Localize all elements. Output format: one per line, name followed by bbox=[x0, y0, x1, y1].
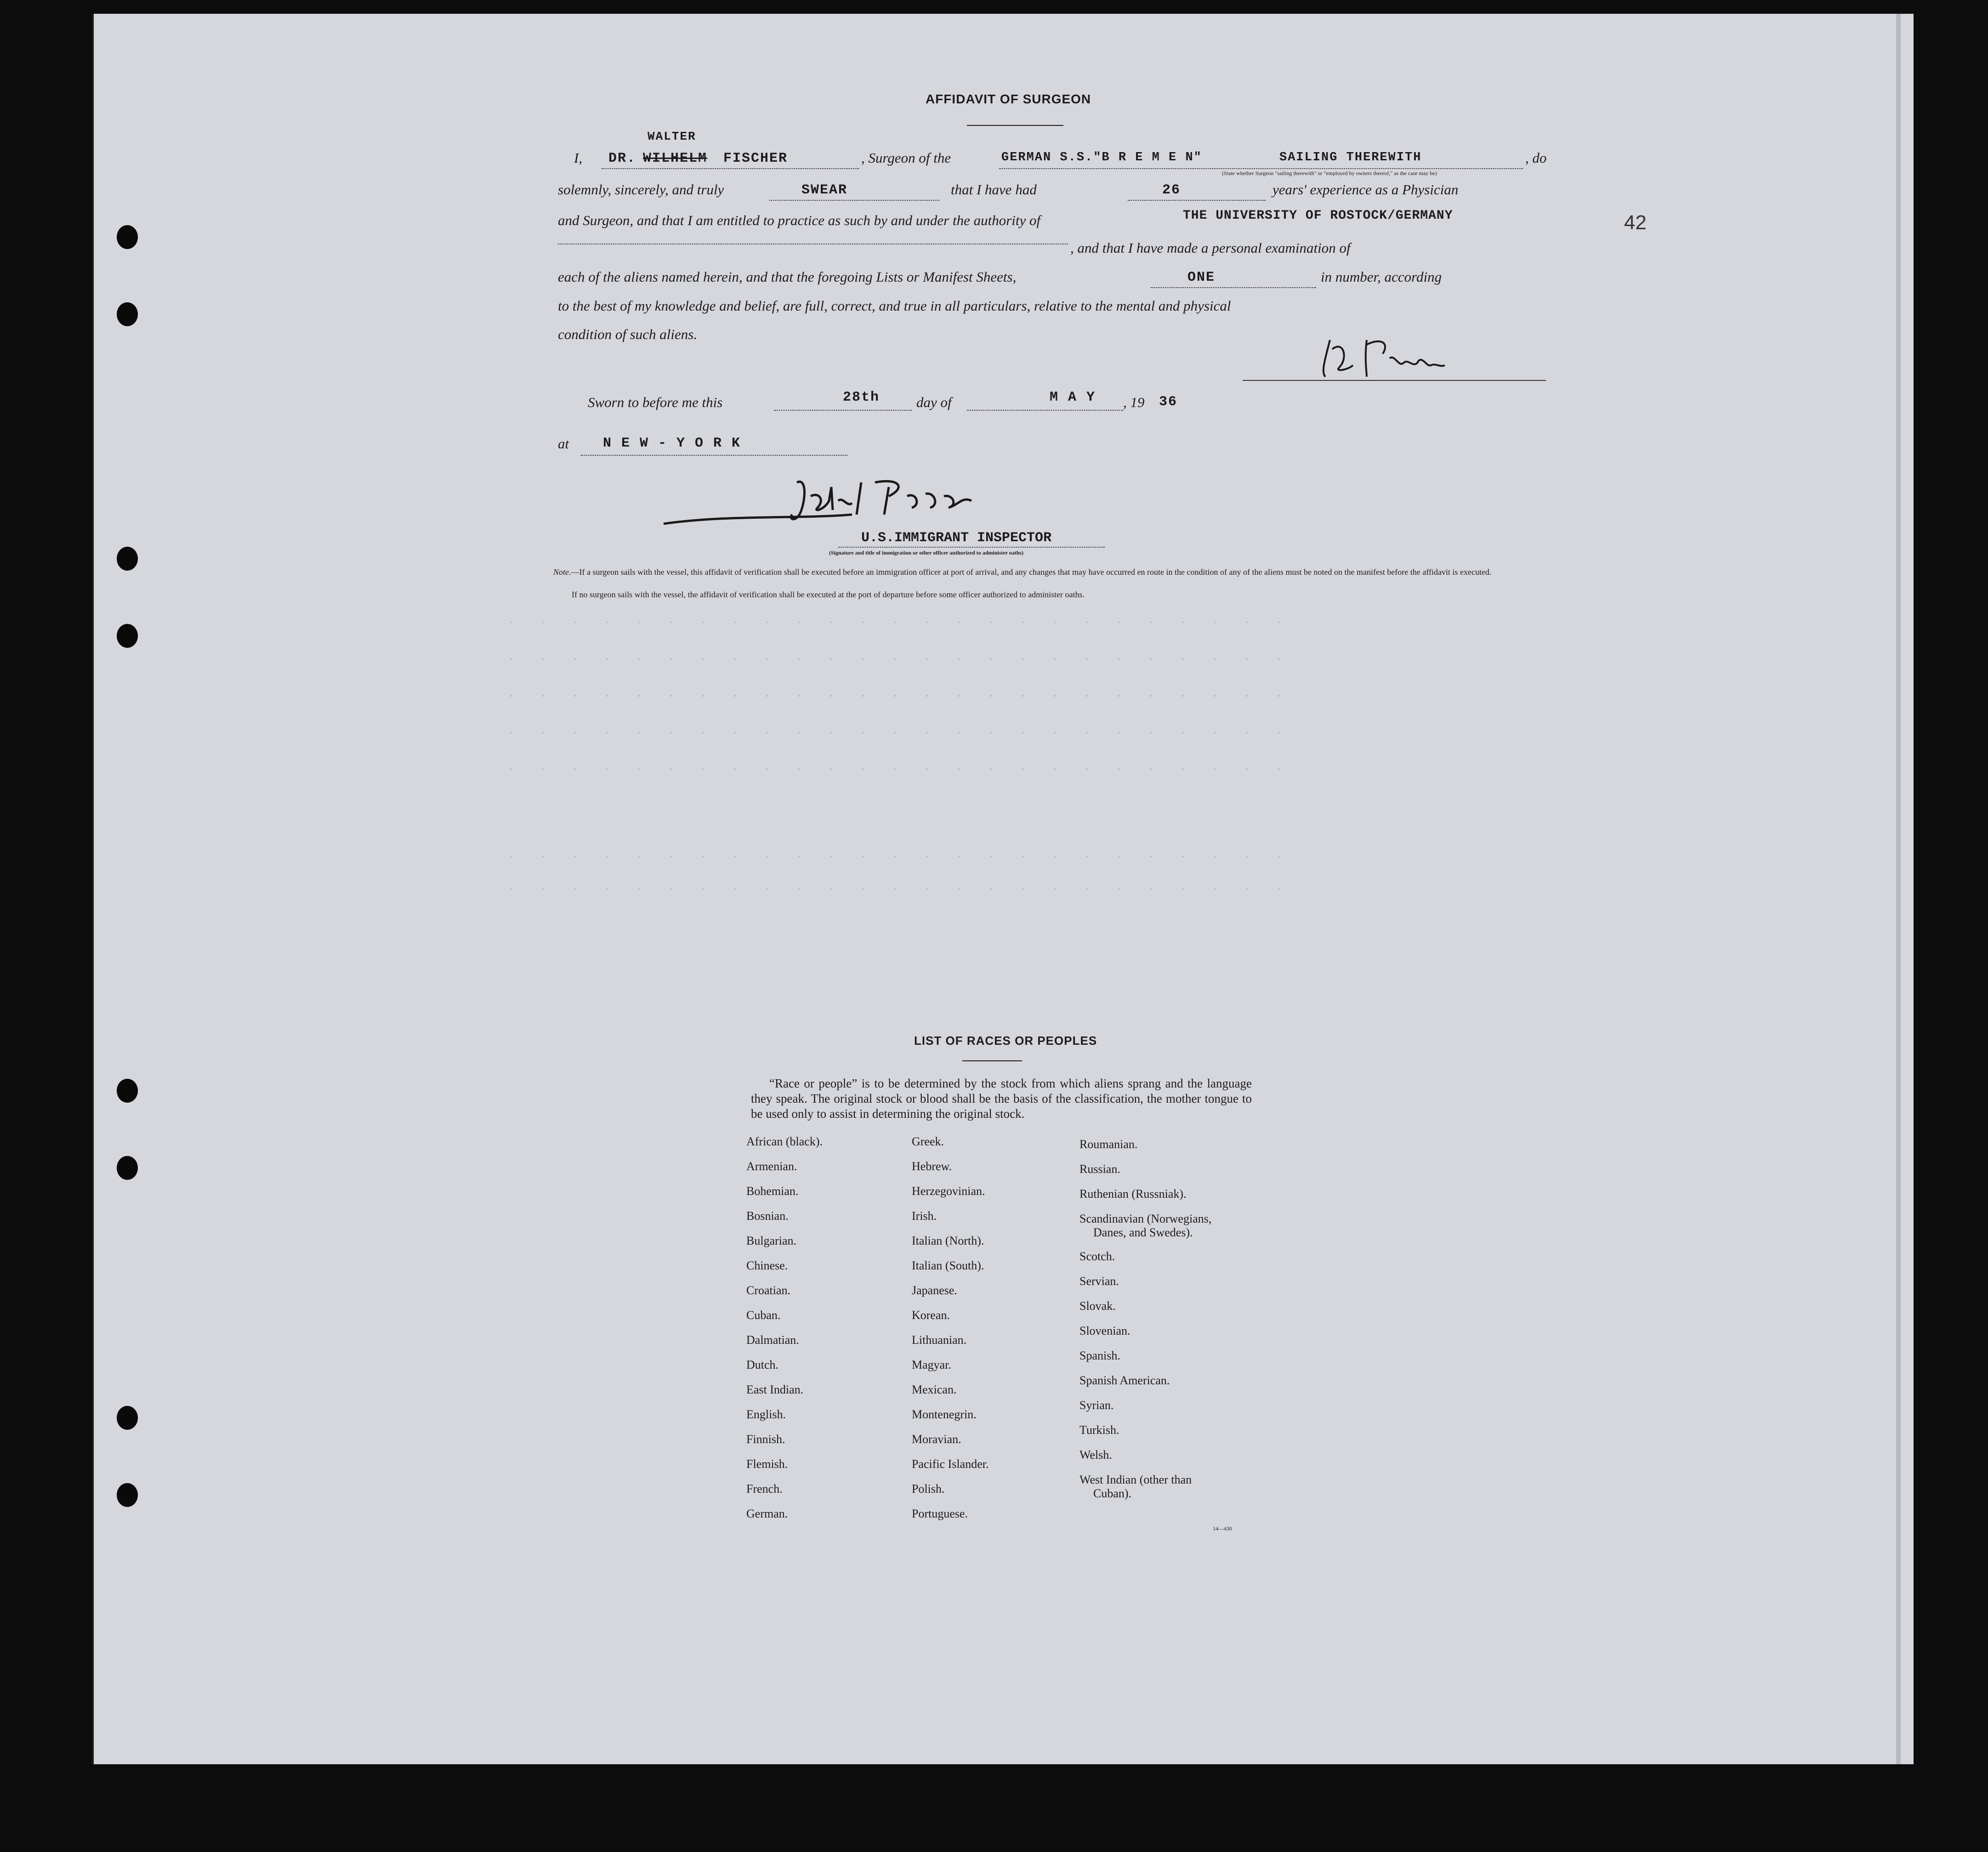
sworn-place: N E W - Y O R K bbox=[603, 436, 741, 451]
punch-hole bbox=[117, 1156, 138, 1180]
sworn-day: 28th bbox=[843, 390, 880, 405]
race-item: Mexican. bbox=[912, 1383, 957, 1396]
race-item: Danes, and Swedes). bbox=[1093, 1226, 1193, 1239]
races-title-rule bbox=[962, 1060, 1022, 1061]
race-item: Welsh. bbox=[1079, 1448, 1112, 1461]
sworn-year: 36 bbox=[1159, 394, 1178, 410]
dotted-line bbox=[1151, 287, 1316, 288]
note-label: Note. bbox=[553, 567, 571, 577]
bleed-through-row: · · · · · · · · · · · · · · · · · · · · · · · · · bbox=[507, 616, 1291, 630]
sworn-month: M A Y bbox=[1050, 390, 1096, 405]
race-item: Scandinavian (Norwegians, bbox=[1079, 1212, 1212, 1225]
form-number: 14—430 bbox=[1213, 1525, 1232, 1532]
bleed-through-row: · · · · · · · · · · · · · · · · · · · · · · · · · bbox=[507, 689, 1291, 703]
race-item: West Indian (other than bbox=[1079, 1473, 1192, 1486]
affidavit-line2b: that I have had bbox=[951, 181, 1037, 198]
dr-title: DR. bbox=[608, 151, 636, 166]
race-item: Chinese. bbox=[746, 1259, 788, 1272]
bleed-through-row: · · · · · · · · · · · · · · · · · · · · · · · · · bbox=[507, 850, 1291, 864]
race-item: Spanish American. bbox=[1079, 1374, 1170, 1387]
race-item: Flemish. bbox=[746, 1457, 788, 1471]
do-text: , do bbox=[1525, 150, 1547, 166]
affidavit-line5b: in number, according bbox=[1321, 269, 1442, 285]
affidavit-line2c: years' experience as a Physician bbox=[1272, 181, 1459, 198]
dotted-line bbox=[838, 547, 1105, 548]
race-item: Russian. bbox=[1079, 1162, 1120, 1176]
race-item: East Indian. bbox=[746, 1383, 804, 1396]
document-page bbox=[92, 14, 1914, 1764]
punch-hole bbox=[117, 624, 138, 648]
affidavit-line2a: solemnly, sincerely, and truly bbox=[558, 181, 724, 198]
race-item: Ruthenian (Russniak). bbox=[1079, 1187, 1187, 1201]
note-text: —If a surgeon sails with the vessel, this affidavit of verification shall be executed before an immigration officer at port of arrival, and any changes that may have occurred en route in the condition of any of the aliens must be noted on the manifest before the affidavit is executed. bbox=[571, 567, 1492, 577]
race-item: Korean. bbox=[912, 1308, 950, 1322]
punch-hole bbox=[117, 547, 138, 571]
race-item: Bulgarian. bbox=[746, 1234, 797, 1247]
race-item: Armenian. bbox=[746, 1160, 797, 1173]
sailing-note: (State whether Surgeon "sailing therewith" or "employed by owners thereof," as the case may be) bbox=[1222, 170, 1437, 176]
year-prefix: , 19 bbox=[1123, 394, 1145, 410]
page-number: 42 bbox=[1624, 211, 1647, 234]
affidavit-i: I, bbox=[574, 150, 583, 166]
race-item: Herzegovinian. bbox=[912, 1184, 985, 1198]
affidavit-note bbox=[553, 567, 1555, 577]
affidavit-line4: , and that I have made a personal examination of bbox=[1070, 240, 1351, 256]
race-item: Croatian. bbox=[746, 1284, 791, 1297]
race-item: Italian (South). bbox=[912, 1259, 984, 1272]
punch-hole bbox=[117, 1079, 138, 1103]
bleed-through-row: · · · · · · · · · · · · · · · · · · · · · · · · · bbox=[507, 763, 1291, 777]
race-item: Montenegrin. bbox=[912, 1408, 977, 1421]
dotted-line bbox=[769, 200, 939, 201]
race-item: African (black). bbox=[746, 1135, 823, 1148]
race-item: English. bbox=[746, 1408, 786, 1421]
race-item: Bosnian. bbox=[746, 1209, 789, 1223]
race-item: Lithuanian. bbox=[912, 1333, 967, 1347]
race-item: Polish. bbox=[912, 1482, 945, 1495]
races-title: LIST OF RACES OR PEOPLES bbox=[914, 1034, 1097, 1048]
races-column-1 bbox=[746, 1135, 903, 1532]
affidavit-note-2: If no surgeon sails with the vessel, the affidavit of verification shall be executed at the port of departure before some officer authorized to administer oaths. bbox=[572, 590, 1085, 599]
race-item: Irish. bbox=[912, 1209, 937, 1223]
punch-hole bbox=[117, 1483, 138, 1507]
surgeon-of-the: , Surgeon of the bbox=[861, 150, 951, 166]
punch-hole bbox=[117, 302, 138, 326]
race-item: Spanish. bbox=[1079, 1349, 1120, 1362]
inspector-signature bbox=[659, 469, 1073, 538]
bleed-through-row: · · · · · · · · · · · · · · · · · · · · · · · · · bbox=[507, 882, 1291, 896]
race-item: French. bbox=[746, 1482, 783, 1495]
years-experience: 26 bbox=[1162, 182, 1181, 198]
race-item: Dutch. bbox=[746, 1358, 779, 1371]
race-item: Roumanian. bbox=[1079, 1138, 1138, 1151]
authority-institution: THE UNIVERSITY OF ROSTOCK/GERMANY bbox=[1183, 209, 1453, 223]
race-item: Portuguese. bbox=[912, 1507, 968, 1520]
surgeon-surname: FISCHER bbox=[723, 151, 788, 166]
affidavit-line3: and Surgeon, and that I am entitled to practice as such by and under the authority of bbox=[558, 212, 1041, 228]
bleed-through-row: · · · · · · · · · · · · · · · · · · · · · · · · · bbox=[507, 652, 1291, 667]
vessel-name: GERMAN S.S."B R E M E N" bbox=[1001, 151, 1202, 164]
first-name-struck: WILHELM bbox=[643, 151, 708, 166]
race-item: Scotch. bbox=[1079, 1250, 1115, 1263]
dotted-line bbox=[602, 168, 859, 169]
dotted-line bbox=[581, 455, 847, 456]
day-of-label: day of bbox=[916, 394, 952, 410]
punch-hole bbox=[117, 225, 138, 249]
dotted-line bbox=[999, 168, 1523, 169]
punch-hole bbox=[117, 1406, 138, 1430]
race-item: Hebrew. bbox=[912, 1160, 952, 1173]
affidavit-line6: to the best of my knowledge and belief, are full, correct, and true in all particulars, relative to the mental and physical bbox=[558, 298, 1231, 314]
race-item: Slovak. bbox=[1079, 1299, 1116, 1313]
dotted-line bbox=[774, 410, 912, 411]
races-intro: “Race or people” is to be determined by the stock from which aliens sprang and the language they speak. The original stock or blood shall be the basis of the classification, the mother tongue to be used only to assist in determining the original stock. bbox=[751, 1076, 1252, 1121]
race-item: Turkish. bbox=[1079, 1423, 1119, 1437]
race-item: Finnish. bbox=[746, 1433, 785, 1446]
bleed-through-row: · · · · · · · · · · · · · · · · · · · · · · · · · bbox=[507, 726, 1291, 740]
race-item: Magyar. bbox=[912, 1358, 951, 1371]
race-item: Servian. bbox=[1079, 1274, 1119, 1288]
race-item: Syrian. bbox=[1079, 1399, 1114, 1412]
race-item: Moravian. bbox=[912, 1433, 961, 1446]
race-item: German. bbox=[746, 1507, 788, 1520]
at-label: at bbox=[558, 436, 569, 452]
race-item: Italian (North). bbox=[912, 1234, 984, 1247]
dotted-line bbox=[967, 410, 1123, 411]
surgeon-signature bbox=[1151, 322, 1546, 391]
race-item: Bohemian. bbox=[746, 1184, 799, 1198]
races-column-3 bbox=[1079, 1138, 1272, 1512]
affidavit-line7: condition of such aliens. bbox=[558, 326, 698, 342]
sailing-status: SAILING THEREWITH bbox=[1279, 151, 1422, 164]
manifest-sheets: ONE bbox=[1187, 270, 1216, 285]
dotted-line bbox=[1128, 200, 1266, 201]
inspector-note: (Signature and title of immigration or other officer authorized to administer oaths) bbox=[829, 549, 1024, 556]
oath-type: SWEAR bbox=[801, 182, 848, 198]
race-item: Greek. bbox=[912, 1135, 944, 1148]
race-item: Cuban. bbox=[746, 1308, 781, 1322]
inspector-title: U.S.IMMIGRANT INSPECTOR bbox=[861, 530, 1052, 546]
title-rule bbox=[967, 125, 1063, 126]
race-item: Cuban). bbox=[1093, 1487, 1132, 1500]
sworn-label: Sworn to before me this bbox=[588, 394, 723, 410]
race-item: Japanese. bbox=[912, 1284, 957, 1297]
race-item: Slovenian. bbox=[1079, 1324, 1130, 1337]
race-item: Pacific Islander. bbox=[912, 1457, 989, 1471]
races-column-2 bbox=[912, 1135, 1068, 1532]
race-item: Dalmatian. bbox=[746, 1333, 799, 1347]
first-name-correction: WALTER bbox=[648, 130, 696, 143]
affidavit-line5a: each of the aliens named herein, and that the foregoing Lists or Manifest Sheets, bbox=[558, 269, 1017, 285]
affidavit-title: AFFIDAVIT OF SURGEON bbox=[926, 92, 1091, 106]
